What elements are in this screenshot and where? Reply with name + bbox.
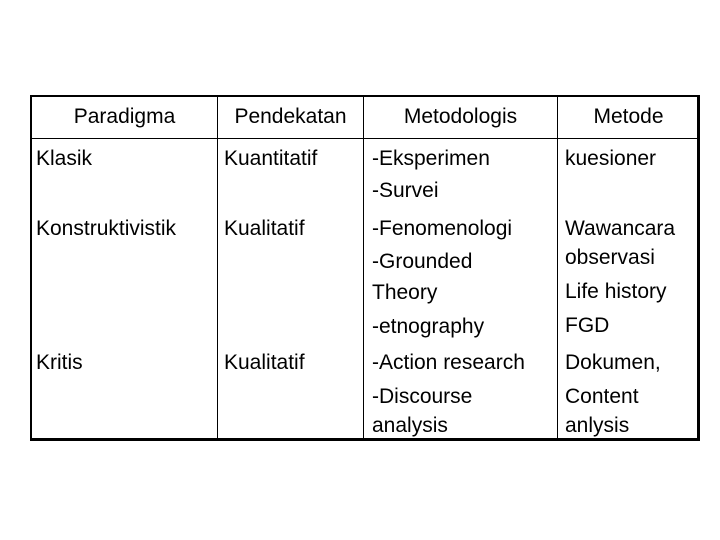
column-divider — [557, 97, 558, 438]
row-klasik-pendekatan: Kuantitatif — [224, 147, 318, 170]
list-item: Wawancara — [565, 217, 676, 240]
row-konstruktivistik-metode — [565, 213, 675, 341]
row-kritis-pendekatan: Kualitatif — [224, 351, 305, 374]
list-item: -Fenomenologi — [372, 217, 513, 240]
list-item: -Grounded — [372, 250, 473, 273]
list-item: -Eksperimen — [372, 147, 490, 170]
row-konstruktivistik-pendekatan: Kualitatif — [224, 217, 305, 240]
list-item: -Action research — [372, 351, 525, 374]
row-konstruktivistik-paradigma: Konstruktivistik — [36, 217, 177, 240]
header-divider — [32, 138, 697, 139]
paradigm-table — [30, 95, 700, 441]
list-item: Content — [565, 385, 639, 408]
row-kritis-paradigma: Kritis — [36, 351, 83, 374]
list-item: -Discourse — [372, 385, 473, 408]
list-item: Life history — [565, 280, 667, 303]
list-item: kuesioner — [565, 147, 657, 170]
list-item: Dokumen, — [565, 351, 661, 374]
row-klasik-metode — [565, 143, 656, 175]
column-divider — [363, 97, 364, 438]
list-item: observasi — [565, 246, 655, 269]
row-kritis-metode — [565, 347, 661, 442]
column-divider — [217, 97, 218, 438]
list-item: analysis — [372, 414, 448, 437]
list-item: anlysis — [565, 414, 630, 437]
header-metode: Metode — [593, 105, 664, 128]
list-item: -etnography — [372, 315, 485, 338]
row-kritis-metodologis — [372, 347, 525, 442]
list-item: -Survei — [372, 179, 439, 202]
row-klasik-paradigma: Klasik — [36, 147, 93, 170]
list-item: FGD — [565, 314, 610, 337]
row-konstruktivistik-metodologis — [372, 213, 512, 342]
row-klasik-metodologis — [372, 143, 490, 207]
header-pendekatan: Pendekatan — [234, 105, 347, 128]
header-metodologis: Metodologis — [403, 105, 518, 128]
list-item: Theory — [372, 281, 438, 304]
header-paradigma: Paradigma — [73, 105, 176, 128]
